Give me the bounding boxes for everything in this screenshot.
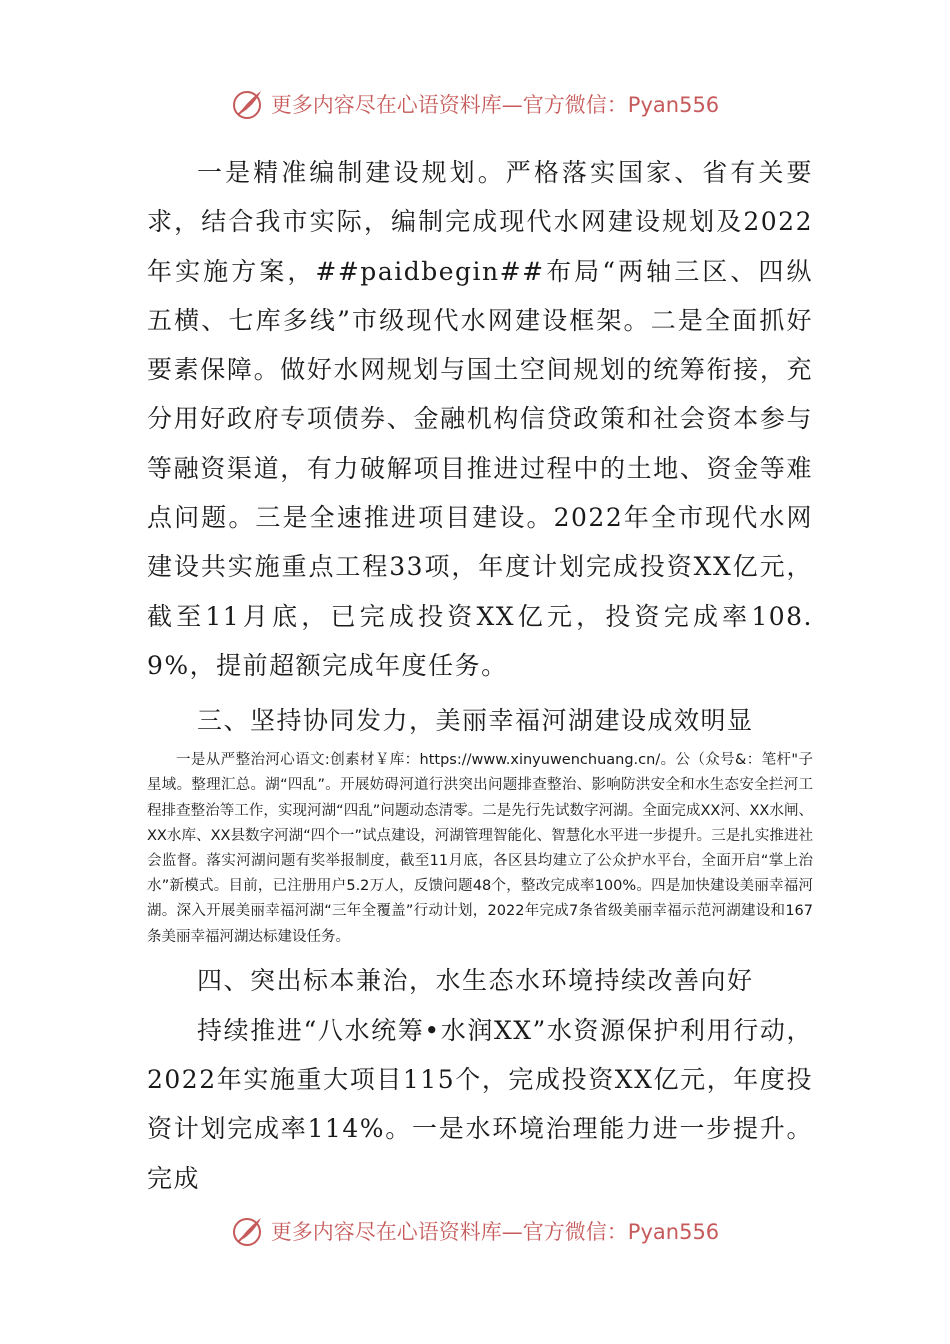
header-watermark-text: 更多内容尽在心语资料库—官方微信：Pyan556 (270, 93, 720, 117)
document-body (147, 148, 813, 1203)
paragraph-water-ecology: 持续推进“八水统筹•水润XX”水资源保护利用行动，2022年实施重大项目115个，完成投资XX亿元，年度投资计划完成率114%。一是水环境治理能力进一步提升。完成 (147, 1015, 813, 1193)
section-heading-3: 三、坚持协同发力，美丽幸福河湖建设成效明显 (197, 706, 754, 736)
quill-logo-icon (231, 87, 265, 121)
footer-watermark-banner (0, 1211, 950, 1251)
quill-logo-icon (231, 1214, 265, 1248)
paragraph-rivers-lakes: 一是从严整治河心语文:创素材￥库：https://www.xinyuwenchuang.cn/。公（众号&：笔杆"子星域。整理汇总。湖“四乱”。开展妨碍河道行洪突出问题排查整治、影响防洪安全和水生态安全拦河工程排查整治等工作，实现河湖“四乱”问题动态清零。二是先行先试数字河湖。全面完成XX河、XX水闸、XX水库、XX县数字河湖“四个一”试点建设，河湖管理智能化、智慧化水平进一步提升。三是扎实推进社会监督。落实河湖问题有奖举报制度，截至11月底，各区县均建立了公众护水平台，全面开启“掌上治水”新模式。目前，已注册用户5.2万人，反馈问题48个，整改完成率100%。四是加快建设美丽幸福河湖。深入开展美丽幸福河湖“三年全覆盖”行动计划，2022年完成7条省级美丽幸福示范河湖建设和167条美丽幸福河湖达标建设任务。 (147, 752, 813, 945)
header-watermark-banner (0, 84, 950, 124)
footer-watermark-text: 更多内容尽在心语资料库—官方微信：Pyan556 (270, 1220, 720, 1244)
section-heading-4: 四、突出标本兼治，水生态水环境持续改善向好 (197, 965, 754, 995)
paragraph-planning: 一是精准编制建设规划。严格落实国家、省有关要求，结合我市实际，编制完成现代水网建设规划及2022年实施方案，##paidbegin##布局“两轴三区、四纵五横、七库多线”市级现代水网建设框架。二是全面抓好要素保障。做好水网规划与国土空间规划的统筹衔接，充分用好政府专项债券、金融机构信贷政策和社会资本参与等融资渠道，有力破解项目推进过程中的土地、资金等难点问题。三是全速推进项目建设。2022年全市现代水网建设共实施重点工程33项，年度计划完成投资XX亿元，截至11月底，已完成投资XX亿元，投资完成率108.9%，提前超额完成年度任务。 (147, 158, 813, 680)
